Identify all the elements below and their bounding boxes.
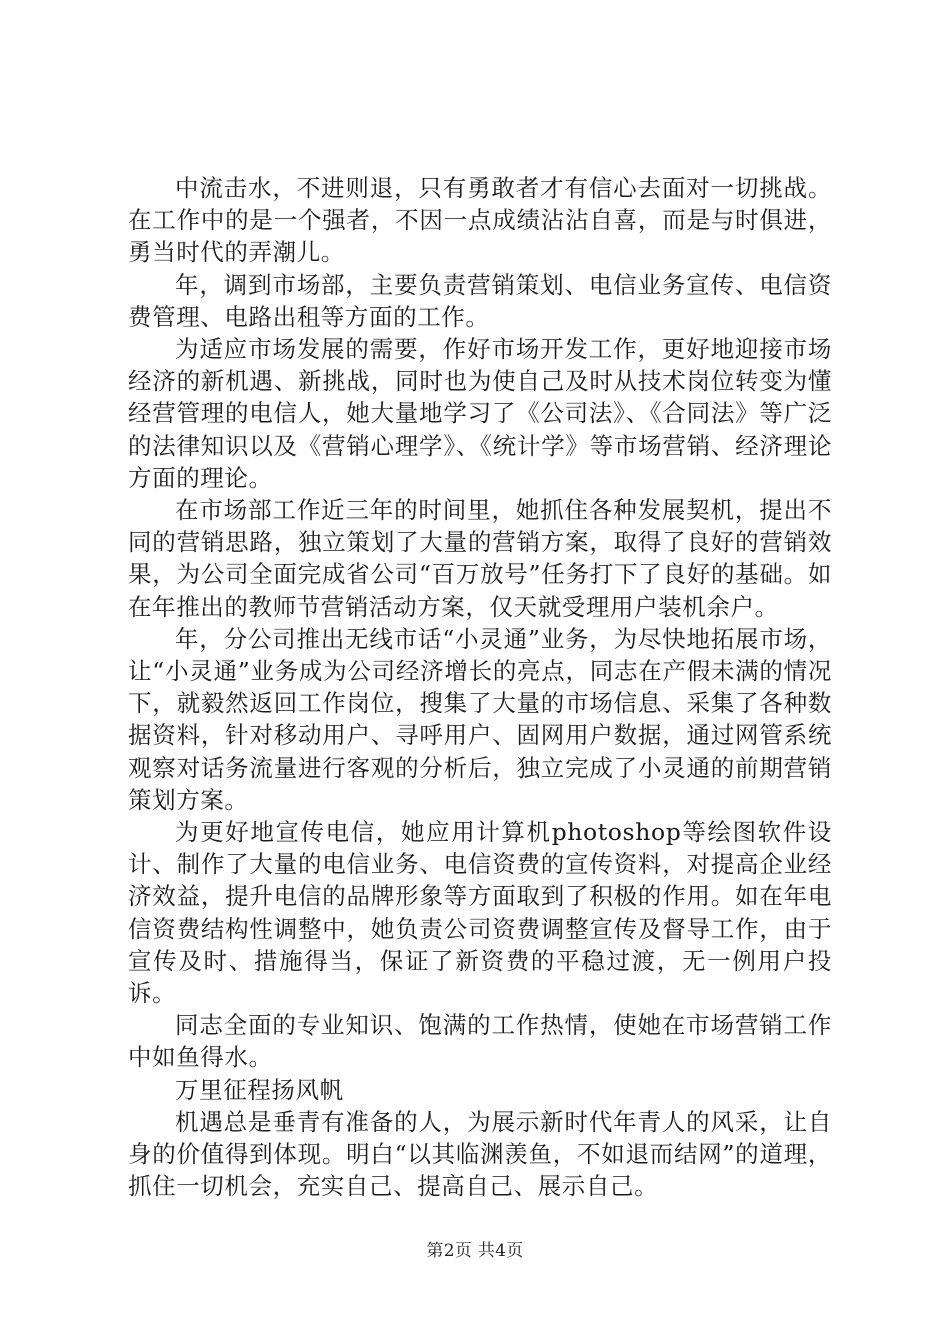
paragraph: 中流击水，不进则退，只有勇敢者才有信心去面对一切挑战。在工作中的是一个强者，不因一点成绩沾沾自喜，而是与时俱进，勇当时代的弄潮儿。 (128, 174, 832, 267)
paragraph: 年，调到市场部，主要负责营销策划、电信业务宣传、电信资费管理、电路出租等方面的工作。 (128, 270, 832, 331)
paragraph: 在市场部工作近三年的时间里，她抓住各种发展契机，提出不同的营销思路，独立策划了大量的营销方案，取得了良好的营销效果，为公司全面完成省公司“百万放号”任务打下了良好的基础。如在年推出的教师节营销活动方案，仅天就受理用户装机余户。 (128, 496, 832, 621)
document-body (128, 172, 832, 1203)
page-number-footer: 第2页 共4页 (426, 1241, 524, 1261)
paragraph: 同志全面的专业知识、饱满的工作热情，使她在市场营销工作中如鱼得水。 (128, 1011, 832, 1072)
paragraph: 年，分公司推出无线市话“小灵通”业务，为尽快地拓展市场，让“小灵通”业务成为公司经济增长的亮点，同志在产假未满的情况下，就毅然返回工作岗位，搜集了大量的市场信息、采集了各种数据资料，针对移动用户、寻呼用户、固网用户数据，通过网管系统观察对话务流量进行客观的分析后，独立完成了小灵通的前期营销策划方案。 (128, 624, 832, 814)
section-heading: 万里征程扬风帆 (175, 1075, 344, 1104)
paragraph: 为适应市场发展的需要，作好市场开发工作，更好地迎接市场经济的新机遇、新挑战，同时也为使自己及时从技术岗位转变为懂经营管理的电信人，她大量地学习了《公司法》、《合同法》等广泛的法律知识以及《营销心理学》、《统计学》等市场营销、经济理论方面的理论。 (128, 335, 832, 492)
paragraph: 机遇总是垂青有准备的人，为展示新时代年青人的风采，让自身的价值得到体现。明白“以其临渊羡鱼，不如退而结网”的道理，抓住一切机会，充实自己、提高自己、展示自己。 (128, 1107, 832, 1201)
paragraph: 为更好地宣传电信，她应用计算机photoshop等绘图软件设计、制作了大量的电信业务、电信资费的宣传资料，对提高企业经济效益，提升电信的品牌形象等方面取到了积极的作用。如在年电信资费结构性调整中，她负责公司资费调整宣传及督导工作，由于宣传及时、措施得当，保证了新资费的平稳过渡，无一例用户投诉。 (128, 818, 832, 1008)
